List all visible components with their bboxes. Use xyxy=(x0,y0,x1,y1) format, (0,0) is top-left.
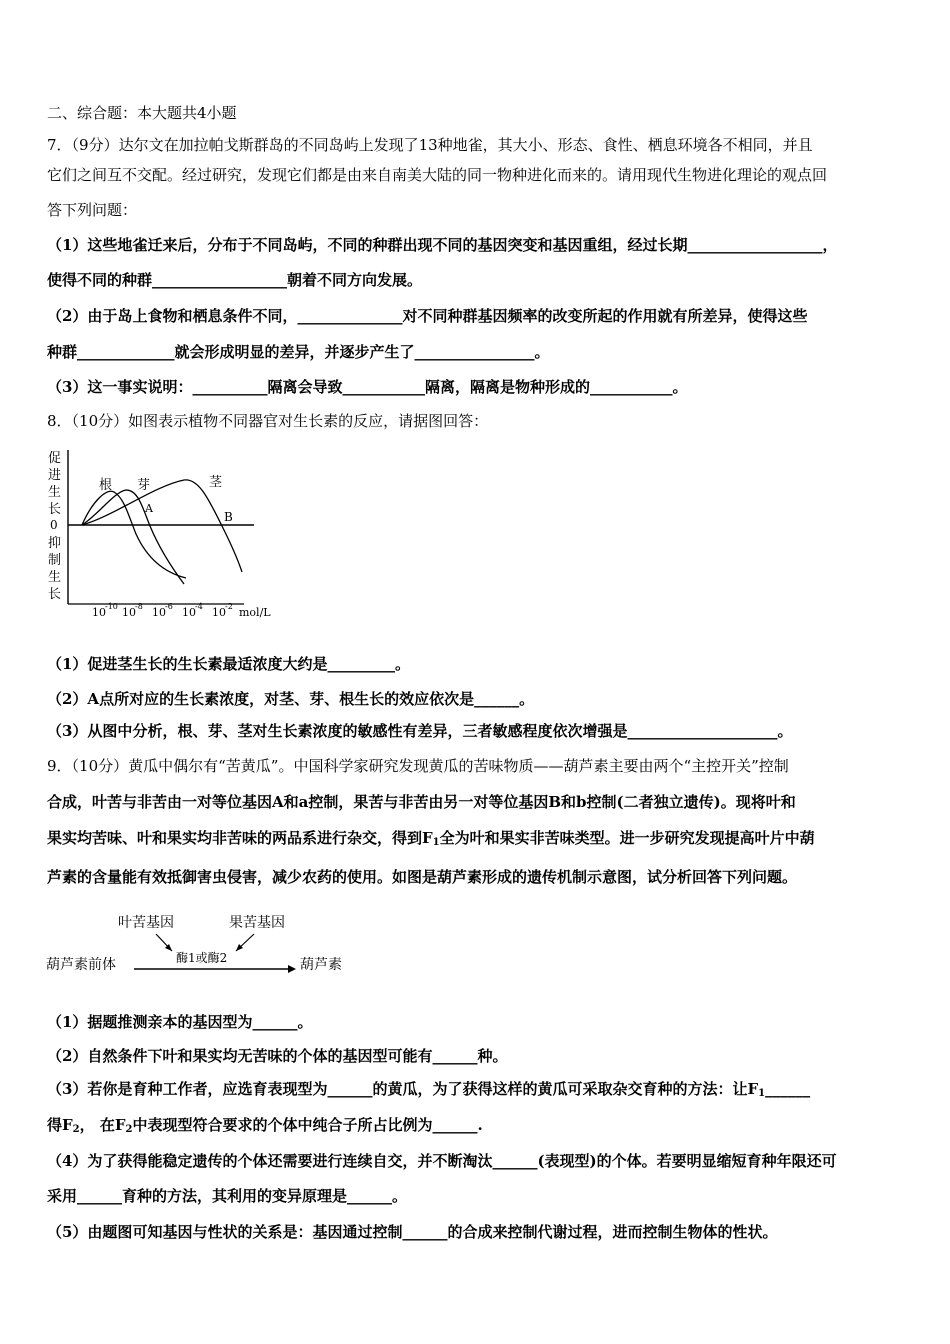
ylabel-char: 促 xyxy=(48,451,62,466)
x-unit: mol/L xyxy=(239,606,271,619)
q7-sub1-line2: 使得不同的种群__________________朝着不同方向发展。 xyxy=(47,271,423,289)
ylabel-char: 抑 xyxy=(48,536,62,551)
point-a-label: A xyxy=(145,502,153,515)
origin-label: 0 xyxy=(50,518,58,532)
product-label: 葫芦素 xyxy=(300,957,342,973)
q9-sub2: （2）自然条件下叶和果实均无苦味的个体的基因型可能有______种。 xyxy=(47,1047,508,1065)
point-b-label: B xyxy=(224,510,233,524)
bud-curve xyxy=(82,490,184,584)
xtick-base: 10 xyxy=(122,606,136,619)
ylabel-char: 长 xyxy=(48,587,62,602)
q9-sub3-line2: 得$F_2$， 在$F_2$中表现型符合要求的个体中纯合子所占比例为______. xyxy=(47,1116,483,1135)
q7-sub2-line2: 种群_____________就会形成明显的差异，并逐步产生了________________。 xyxy=(47,343,550,361)
q9-stem-line3: 果实均苦味、叶和果实均非苦味的两品系进行杂交，得到$F_1$全为叶和果实非苦味类型。进一步研究发现提高叶片中葫 xyxy=(47,829,815,848)
ylabel-char: 制 xyxy=(48,553,62,568)
ylabel-char: 进 xyxy=(48,468,62,483)
q8-sub2: （2）A点所对应的生长素浓度，对茎、芽、根生长的效应依次是______。 xyxy=(47,690,535,708)
q9-sub1: （1）据题推测亲本的基因型为______。 xyxy=(47,1013,313,1031)
xtick-base: 10 xyxy=(182,606,196,619)
q9-stem-line4: 芦素的含量能有效抵御害虫侵害，减少农药的使用。如图是葫芦素形成的遗传机制示意图，试分析回答下列问题。 xyxy=(47,868,798,886)
xtick-exp: -6 xyxy=(165,602,173,611)
precursor-label: 葫芦素前体 xyxy=(46,957,116,973)
xtick-exp: -8 xyxy=(135,602,143,611)
q9-stem-line2: 合成，叶苦与非苦由一对等位基因A和a控制，果苦与非苦由另一对等位基因B和b控制(二者独立遗传)。现将叶和 xyxy=(47,793,796,811)
q8-sub3: （3）从图中分析，根、芽、茎对生长素浓度的敏感性有差异，三者敏感程度依次增强是____________________。 xyxy=(47,722,793,740)
stem-curve xyxy=(82,480,242,572)
q8-stem: 8．（10分）如图表示植物不同器官对生长素的反应，请据图回答： xyxy=(47,412,489,430)
q7-sub1-line1: （1）这些地雀迁来后，分布于不同岛屿，不同的种群出现不同的基因突变和基因重组，经过长期__________________， xyxy=(47,236,838,254)
root-curve-label: 根 xyxy=(99,478,113,493)
gene2-label: 果苦基因 xyxy=(229,915,285,931)
q7-stem-line3: 答下列问题： xyxy=(47,201,138,219)
cucurbitacin-pathway-figure xyxy=(44,906,374,982)
section-title: 二、综合题：本大题共4小题 xyxy=(47,104,237,122)
stem-curve-label: 茎 xyxy=(209,475,223,490)
q7-sub2-line1: （2）由于岛上食物和栖息条件不同，______________对不同种群基因频率的改变所起的作用就有所差异，使得这些 xyxy=(47,307,808,325)
xtick-exp: -2 xyxy=(225,602,233,611)
xtick-base: 10 xyxy=(92,606,106,619)
q7-stem-line1: 7．（9分）达尔文在加拉帕戈斯群岛的不同岛屿上发现了13种地雀，其大小、形态、食性、栖息环境各不相同，并且 xyxy=(47,136,813,154)
q7-stem-line2: 它们之间互不交配。经过研究，发现它们都是由来自南美大陆的同一物种进化而来的。请用现代生物进化理论的观点回 xyxy=(47,166,828,184)
ylabel-char: 生 xyxy=(48,485,62,500)
xtick-exp: -10 xyxy=(105,602,118,611)
ylabel-char: 生 xyxy=(48,570,62,585)
xtick-base: 10 xyxy=(212,606,226,619)
enzyme-label: 酶1或酶2 xyxy=(176,951,228,965)
q9-sub5: （5）由题图可知基因与性状的关系是：基因通过控制______的合成来控制代谢过程，进而控制生物体的性状。 xyxy=(47,1223,778,1241)
bud-curve-label: 芽 xyxy=(137,478,151,493)
q9-sub4-line2: 采用______育种的方法，其利用的变异原理是______。 xyxy=(47,1187,408,1205)
xtick-base: 10 xyxy=(152,606,166,619)
q8-sub1: （1）促进茎生长的生长素最适浓度大约是_________。 xyxy=(47,655,410,673)
q7-sub3: （3）这一事实说明：__________隔离会导致___________隔离，隔离是物种形成的___________。 xyxy=(47,378,688,396)
q9-stem-line1: 9．（10分）黄瓜中偶尔有“苦黄瓜”。中国科学家研究发现黄瓜的苦味物质——葫芦素主要由两个“主控开关”控制 xyxy=(47,757,789,775)
xtick-exp: -4 xyxy=(195,602,203,611)
q9-sub3-line1: （3）若你是育种工作者，应选育表现型为______的黄瓜，为了获得这样的黄瓜可采取杂交育种的方法：让$F_1\_\_\_\_\_\_$ xyxy=(47,1080,811,1099)
gene1-label: 叶苦基因 xyxy=(118,915,174,931)
q9-sub4-line1: （4）为了获得能稳定遗传的个体还需要进行连续自交，并不断淘汰______(表现型)的个体。若要明显缩短育种年限还可 xyxy=(47,1152,837,1170)
auxin-response-figure xyxy=(44,444,294,629)
ylabel-char: 长 xyxy=(48,502,62,517)
